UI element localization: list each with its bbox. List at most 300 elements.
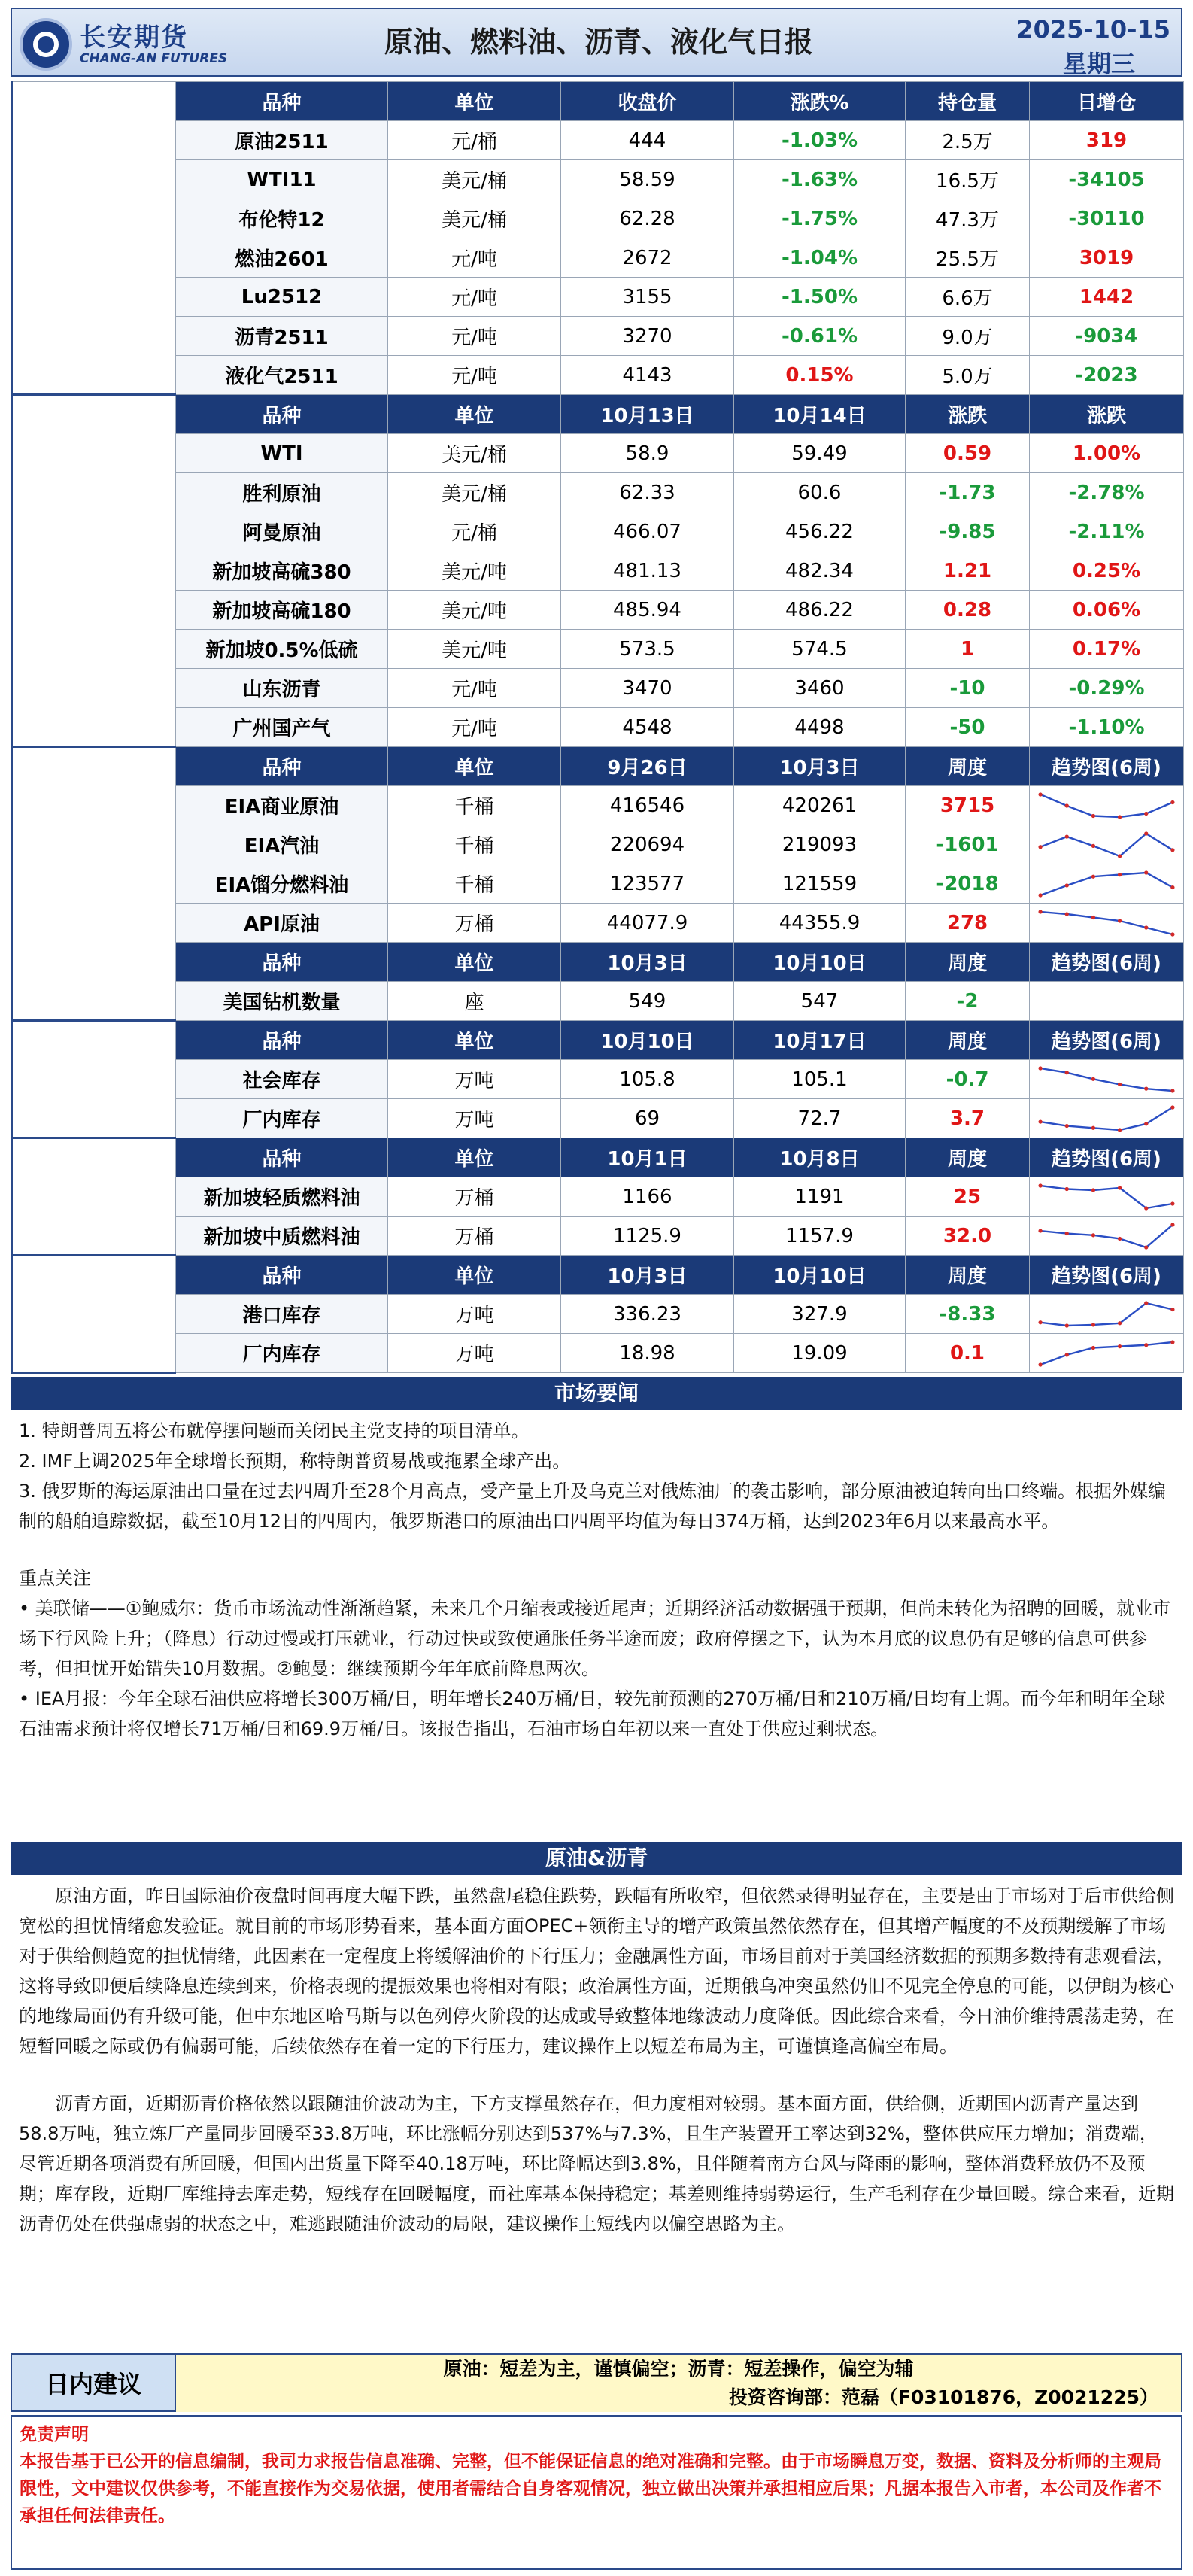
header-col-unit: 单位 bbox=[388, 1256, 561, 1295]
trend-point bbox=[1038, 910, 1042, 913]
table-header-row bbox=[12, 1256, 1184, 1295]
trend-line bbox=[1040, 1342, 1173, 1365]
header-col-variety: 品种 bbox=[176, 943, 388, 982]
trend-line bbox=[1040, 1303, 1173, 1326]
variety-name: 新加坡轻质燃料油 bbox=[176, 1177, 388, 1217]
trend-point bbox=[1170, 1201, 1174, 1205]
section-label: 期货每日信息 bbox=[12, 82, 176, 395]
trend-point bbox=[1170, 800, 1174, 803]
weekly-change: -2 bbox=[906, 982, 1030, 1021]
trend-point bbox=[1091, 1323, 1095, 1326]
trend-chart bbox=[1030, 825, 1184, 864]
trend-point bbox=[1144, 1086, 1148, 1090]
variety-name: 新加坡高硫380 bbox=[176, 551, 388, 591]
weekly-change: 32.0 bbox=[906, 1217, 1030, 1256]
trend-sparkline bbox=[1034, 1299, 1179, 1330]
value-week1: 1125.9 bbox=[561, 1217, 734, 1256]
focus-title: 重点关注 bbox=[19, 1568, 91, 1589]
trend-point bbox=[1170, 885, 1174, 889]
weekly-change: -2018 bbox=[906, 864, 1030, 904]
header-col-extra: 涨跌 bbox=[1030, 395, 1184, 434]
trend-point bbox=[1144, 811, 1148, 815]
trend-point bbox=[1065, 1071, 1069, 1074]
unit: 座 bbox=[388, 982, 561, 1021]
futures-row bbox=[12, 121, 1184, 160]
table-header-row bbox=[12, 747, 1184, 786]
unit: 元/吨 bbox=[388, 356, 561, 395]
change-pct: -1.75% bbox=[734, 199, 906, 238]
spot-row bbox=[12, 512, 1184, 551]
report-title: 原油、燃料油、沥青、液化气日报 bbox=[384, 26, 813, 59]
inventory-row bbox=[12, 1295, 1184, 1334]
company-logo bbox=[20, 15, 228, 72]
futures-row bbox=[12, 356, 1184, 395]
oi-change: 319 bbox=[1030, 121, 1184, 160]
disclaimer bbox=[11, 2415, 1182, 2570]
trend-sparkline bbox=[1034, 868, 1179, 900]
price-change-pct: 1.00% bbox=[1030, 434, 1184, 473]
variety-name: 液化气2511 bbox=[176, 356, 388, 395]
advice-recommendation: 原油：短差为主，谨慎偏空；沥青：短差操作，偏空为辅 bbox=[176, 2355, 1181, 2383]
news-banner: 市场要闻 bbox=[11, 1377, 1182, 1410]
trend-point bbox=[1065, 803, 1069, 807]
trend-sparkline bbox=[1034, 907, 1179, 939]
price-day1: 58.9 bbox=[561, 434, 734, 473]
trend-point bbox=[1038, 1320, 1042, 1324]
unit: 美元/吨 bbox=[388, 551, 561, 591]
value-week1: 336.23 bbox=[561, 1295, 734, 1334]
price-day2: 60.6 bbox=[734, 473, 906, 512]
close-price: 2672 bbox=[561, 238, 734, 278]
trend-point bbox=[1170, 932, 1174, 936]
header-col-extra: 趋势图(6周) bbox=[1030, 943, 1184, 982]
inventory-row bbox=[12, 864, 1184, 904]
header-col-extra: 趋势图(6周) bbox=[1030, 1256, 1184, 1295]
trend-point bbox=[1038, 1229, 1042, 1232]
trend-chart bbox=[1030, 1177, 1184, 1217]
news-item: 3. 俄罗斯的海运原油出口量在过去四周升至28个月高点，受产量上升及乌克兰对俄炼油厂的袭击影响，部分原油被迫转向出口终端。根据外媒编制的船舶追踪数据，截至10月12日的四周内，俄罗斯港口的原油出口四周平均值为每日374万桶，达到2023年6月以来最高水平。 bbox=[19, 1481, 1167, 1532]
price-day1: 3470 bbox=[561, 669, 734, 708]
trend-line bbox=[1040, 1068, 1173, 1091]
variety-name: 厂内库存 bbox=[176, 1099, 388, 1138]
header-col-change: 涨跌 bbox=[906, 395, 1030, 434]
change-pct: -1.03% bbox=[734, 121, 906, 160]
price-day2: 482.34 bbox=[734, 551, 906, 591]
price-day1: 573.5 bbox=[561, 630, 734, 669]
inventory-row bbox=[12, 825, 1184, 864]
price-day2: 456.22 bbox=[734, 512, 906, 551]
unit: 元/桶 bbox=[388, 121, 561, 160]
unit: 千桶 bbox=[388, 864, 561, 904]
weekly-change: 3715 bbox=[906, 786, 1030, 825]
focus-item: • 美联储——①鲍威尔：货币市场流动性渐渐趋紧，未来几个月缩表或接近尾声；近期经济活动数据强于预期，但尚未转化为招聘的回暖，就业市场下行风险上升；（降息）行动过慢或打压就业，行动过快或致使通胀任务半途而废；政府停摆之下，认为本月底的议息仍有足够的信息可供参考，但担忧开始错失10月数据。②鲍曼：继续预期今年年底前降息两次。 bbox=[19, 1598, 1171, 1679]
variety-name: 厂内库存 bbox=[176, 1334, 388, 1373]
header-col-date2: 10月8日 bbox=[734, 1138, 906, 1177]
trend-point bbox=[1091, 1125, 1095, 1129]
price-day1: 62.33 bbox=[561, 473, 734, 512]
advice-analyst: 投资咨询部：范磊（F03101876，Z0021225） bbox=[176, 2383, 1181, 2412]
unit: 元/桶 bbox=[388, 512, 561, 551]
section-label: 原油库存 bbox=[12, 747, 176, 1021]
variety-name: 新加坡中质燃料油 bbox=[176, 1217, 388, 1256]
price-change-pct: -2.78% bbox=[1030, 473, 1184, 512]
trend-point bbox=[1118, 854, 1122, 858]
table-header-row bbox=[12, 395, 1184, 434]
header-col-date2: 10月3日 bbox=[734, 747, 906, 786]
trend-point bbox=[1091, 1077, 1095, 1080]
variety-name: WTI bbox=[176, 434, 388, 473]
header-col-date1: 10月13日 bbox=[561, 395, 734, 434]
change-pct: -1.63% bbox=[734, 160, 906, 199]
oi-change: -9034 bbox=[1030, 317, 1184, 356]
price-day1: 481.13 bbox=[561, 551, 734, 591]
oi-change: 1442 bbox=[1030, 278, 1184, 317]
trend-chart bbox=[1030, 786, 1184, 825]
close-price: 3270 bbox=[561, 317, 734, 356]
table-header-row bbox=[12, 1138, 1184, 1177]
futures-row bbox=[12, 278, 1184, 317]
close-price: 444 bbox=[561, 121, 734, 160]
close-price: 62.28 bbox=[561, 199, 734, 238]
variety-name: Lu2512 bbox=[176, 278, 388, 317]
report-weekday: 星期三 bbox=[1062, 50, 1135, 78]
trend-chart bbox=[1030, 904, 1184, 943]
trend-line bbox=[1040, 1107, 1173, 1130]
unit: 美元/桶 bbox=[388, 160, 561, 199]
trend-point bbox=[1118, 873, 1122, 876]
trend-point bbox=[1144, 870, 1148, 874]
close-price: 4143 bbox=[561, 356, 734, 395]
header-col-change: 周度 bbox=[906, 1256, 1030, 1295]
variety-name: 社会库存 bbox=[176, 1060, 388, 1099]
header-col-date1: 10月3日 bbox=[561, 1256, 734, 1295]
header-col-unit: 单位 bbox=[388, 943, 561, 982]
price-change-pct: -2.11% bbox=[1030, 512, 1184, 551]
header-col-date2: 10月17日 bbox=[734, 1021, 906, 1060]
variety-name: EIA汽油 bbox=[176, 825, 388, 864]
trend-line bbox=[1040, 794, 1173, 817]
table-header-row bbox=[12, 82, 1184, 121]
unit: 万吨 bbox=[388, 1099, 561, 1138]
trend-line bbox=[1040, 912, 1173, 934]
variety-name: 原油2511 bbox=[176, 121, 388, 160]
unit: 美元/桶 bbox=[388, 434, 561, 473]
oi-change: -34105 bbox=[1030, 160, 1184, 199]
header-col-date2: 涨跌% bbox=[734, 82, 906, 121]
price-change: -9.85 bbox=[906, 512, 1030, 551]
weekly-change: -8.33 bbox=[906, 1295, 1030, 1334]
advice-body bbox=[176, 2353, 1182, 2412]
futures-row bbox=[12, 160, 1184, 199]
spot-row bbox=[12, 434, 1184, 473]
trend-point bbox=[1091, 1188, 1095, 1192]
trend-point bbox=[1065, 1186, 1069, 1190]
unit: 万桶 bbox=[388, 1177, 561, 1217]
trend-sparkline bbox=[1034, 1064, 1179, 1095]
news-item: 1. 特朗普周五将公布就停摆问题而关闭民主党支持的项目清单。 bbox=[19, 1420, 530, 1441]
header-col-date1: 10月3日 bbox=[561, 943, 734, 982]
header-col-extra: 趋势图(6周) bbox=[1030, 1138, 1184, 1177]
price-day2: 486.22 bbox=[734, 591, 906, 630]
value-week1: 416546 bbox=[561, 786, 734, 825]
header-col-unit: 单位 bbox=[388, 395, 561, 434]
trend-point bbox=[1065, 1123, 1069, 1127]
unit: 万吨 bbox=[388, 1060, 561, 1099]
header-col-change: 周度 bbox=[906, 747, 1030, 786]
price-change-pct: 0.06% bbox=[1030, 591, 1184, 630]
oi-change: 3019 bbox=[1030, 238, 1184, 278]
variety-name: 山东沥青 bbox=[176, 669, 388, 708]
value-week2: 105.1 bbox=[734, 1060, 906, 1099]
trend-point bbox=[1144, 1122, 1148, 1125]
report-page bbox=[11, 0, 1182, 2576]
price-change: 0.59 bbox=[906, 434, 1030, 473]
header-col-date2: 10月10日 bbox=[734, 943, 906, 982]
value-week1: 69 bbox=[561, 1099, 734, 1138]
header-col-date1: 10月10日 bbox=[561, 1021, 734, 1060]
trend-point bbox=[1144, 1206, 1148, 1210]
trend-point bbox=[1118, 1344, 1122, 1348]
trend-chart bbox=[1030, 1060, 1184, 1099]
trend-point bbox=[1144, 831, 1148, 835]
section-label: 现货价格 bbox=[12, 395, 176, 747]
price-change-pct: 0.17% bbox=[1030, 630, 1184, 669]
trend-point bbox=[1144, 1245, 1148, 1249]
trend-point bbox=[1118, 815, 1122, 819]
trend-empty bbox=[1030, 982, 1184, 1021]
variety-name: API原油 bbox=[176, 904, 388, 943]
header-col-date1: 收盘价 bbox=[561, 82, 734, 121]
open-interest: 9.0万 bbox=[906, 317, 1030, 356]
trend-point bbox=[1091, 1345, 1095, 1349]
trend-line bbox=[1040, 1186, 1173, 1208]
value-week2: 1191 bbox=[734, 1177, 906, 1217]
variety-name: 阿曼原油 bbox=[176, 512, 388, 551]
trend-point bbox=[1065, 1353, 1069, 1356]
trend-point bbox=[1065, 1231, 1069, 1235]
price-change: -10 bbox=[906, 669, 1030, 708]
logo-text-cn: 长安期货 bbox=[80, 23, 188, 53]
trend-point bbox=[1065, 834, 1069, 838]
value-week2: 1157.9 bbox=[734, 1217, 906, 1256]
focus-item: • IEA月报：今年全球石油供应将增长300万桶/日，明年增长240万桶/日，较先前预测的270万桶/日和210万桶/日均有上调。而今年和明年全球石油需求预计将仅增长71万桶/日和69.9万桶/日。该报告指出，石油市场自年初以来一直处于供应过剩状态。 bbox=[19, 1688, 1166, 1739]
unit: 美元/桶 bbox=[388, 199, 561, 238]
inventory-row bbox=[12, 1060, 1184, 1099]
price-change-pct: -0.29% bbox=[1030, 669, 1184, 708]
value-week1: 123577 bbox=[561, 864, 734, 904]
trend-point bbox=[1091, 813, 1095, 817]
trend-chart bbox=[1030, 1217, 1184, 1256]
disclaimer-title: 免责声明 bbox=[20, 2425, 89, 2444]
variety-name: 沥青2511 bbox=[176, 317, 388, 356]
header-col-variety: 品种 bbox=[176, 1138, 388, 1177]
price-day1: 4548 bbox=[561, 708, 734, 747]
weekly-change: 278 bbox=[906, 904, 1030, 943]
price-change: 1.21 bbox=[906, 551, 1030, 591]
header-col-date2: 10月14日 bbox=[734, 395, 906, 434]
futures-row bbox=[12, 238, 1184, 278]
trend-chart bbox=[1030, 1295, 1184, 1334]
weekly-change: -0.7 bbox=[906, 1060, 1030, 1099]
price-change-pct: -1.10% bbox=[1030, 708, 1184, 747]
open-interest: 6.6万 bbox=[906, 278, 1030, 317]
value-week2: 72.7 bbox=[734, 1099, 906, 1138]
unit: 元/吨 bbox=[388, 238, 561, 278]
spot-row bbox=[12, 473, 1184, 512]
trend-point bbox=[1038, 1183, 1042, 1187]
variety-name: 港口库存 bbox=[176, 1295, 388, 1334]
trend-chart bbox=[1030, 1334, 1184, 1373]
trend-point bbox=[1038, 893, 1042, 897]
trend-point bbox=[1038, 1066, 1042, 1070]
trend-sparkline bbox=[1034, 829, 1179, 861]
header-col-variety: 品种 bbox=[176, 1021, 388, 1060]
spot-row bbox=[12, 708, 1184, 747]
variety-name: WTI11 bbox=[176, 160, 388, 199]
trend-point bbox=[1065, 883, 1069, 887]
variety-name: 胜利原油 bbox=[176, 473, 388, 512]
section-label: 燃料油库存 bbox=[12, 1138, 176, 1256]
inventory-row bbox=[12, 1177, 1184, 1217]
value-week1: 18.98 bbox=[561, 1334, 734, 1373]
header-col-date2: 10月10日 bbox=[734, 1256, 906, 1295]
unit: 美元/桶 bbox=[388, 473, 561, 512]
unit: 元/吨 bbox=[388, 278, 561, 317]
trend-sparkline bbox=[1034, 1338, 1179, 1369]
header-col-unit: 单位 bbox=[388, 1138, 561, 1177]
close-price: 3155 bbox=[561, 278, 734, 317]
close-price: 58.59 bbox=[561, 160, 734, 199]
weekly-change: 0.1 bbox=[906, 1334, 1030, 1373]
header-col-extra: 趋势图(6周) bbox=[1030, 1021, 1184, 1060]
variety-name: 新加坡0.5%低硫 bbox=[176, 630, 388, 669]
inventory-row bbox=[12, 982, 1184, 1021]
variety-name: 美国钻机数量 bbox=[176, 982, 388, 1021]
report-date: 2025-10-15 bbox=[1016, 15, 1170, 44]
unit: 万吨 bbox=[388, 1334, 561, 1373]
trend-line bbox=[1040, 834, 1173, 856]
inventory-row bbox=[12, 1334, 1184, 1373]
price-day2: 4498 bbox=[734, 708, 906, 747]
analysis-banner: 原油&沥青 bbox=[11, 1842, 1182, 1875]
intraday-advice bbox=[11, 2353, 1182, 2412]
variety-name: 布伦特12 bbox=[176, 199, 388, 238]
change-pct: 0.15% bbox=[734, 356, 906, 395]
open-interest: 16.5万 bbox=[906, 160, 1030, 199]
unit: 美元/吨 bbox=[388, 591, 561, 630]
variety-name: 广州国产气 bbox=[176, 708, 388, 747]
variety-name: EIA馏分燃料油 bbox=[176, 864, 388, 904]
spot-row bbox=[12, 669, 1184, 708]
market-data-table bbox=[11, 81, 1184, 1374]
price-change: -1.73 bbox=[906, 473, 1030, 512]
value-week1: 44077.9 bbox=[561, 904, 734, 943]
variety-name: EIA商业原油 bbox=[176, 786, 388, 825]
value-week2: 420261 bbox=[734, 786, 906, 825]
trend-point bbox=[1144, 1301, 1148, 1305]
header-col-variety: 品种 bbox=[176, 82, 388, 121]
unit: 元/吨 bbox=[388, 669, 561, 708]
inventory-row bbox=[12, 786, 1184, 825]
value-week2: 19.09 bbox=[734, 1334, 906, 1373]
inventory-row bbox=[12, 1217, 1184, 1256]
trend-point bbox=[1091, 843, 1095, 847]
trend-point bbox=[1038, 845, 1042, 849]
price-change: 0.28 bbox=[906, 591, 1030, 630]
oi-change: -2023 bbox=[1030, 356, 1184, 395]
unit: 千桶 bbox=[388, 825, 561, 864]
futures-row bbox=[12, 199, 1184, 238]
header-col-variety: 品种 bbox=[176, 395, 388, 434]
value-week2: 121559 bbox=[734, 864, 906, 904]
trend-point bbox=[1091, 915, 1095, 919]
header-col-date1: 10月1日 bbox=[561, 1138, 734, 1177]
price-day1: 466.07 bbox=[561, 512, 734, 551]
crude-analysis: 原油方面，昨日国际油价夜盘时间再度大幅下跌，虽然盘尾稳住跌势，跌幅有所收窄，但依然录得明显存在，主要是由于市场对于后市供给侧宽松的担忧情绪愈发验证。就目前的市场形势看来，基本面方面OPEC+领衔主导的增产政策虽然依然存在，但其增产幅度的不及预期缓解了市场对于供给侧趋宽的担忧情绪，此因素在一定程度上将缓解油价的下行压力；金融属性方面，市场目前对于美国经济数据的预期多数持有悲观看法，这将导致即便后续降息连续到来，价格表现的提振效果也将相对有限；政治属性方面，近期俄乌冲突虽然仍旧不见完全停息的可能，以伊朗为核心的地缘局面仍有升级可能，但中东地区哈马斯与以色列停火阶段的达成或导致整体地缘波动力度降低。因此综合来看，今日油价维持震荡走势，在短暂回暖之际或仍有偏弱可能，后续依然存在着一定的下行压力，建议操作上以短差布局为主，可谨慎逢高偏空布局。 bbox=[19, 1885, 1174, 2057]
trend-point bbox=[1170, 1089, 1174, 1092]
trend-point bbox=[1118, 1128, 1122, 1132]
price-change: -50 bbox=[906, 708, 1030, 747]
advice-label: 日内建议 bbox=[11, 2353, 176, 2412]
unit: 元/吨 bbox=[388, 317, 561, 356]
analysis-section bbox=[11, 1875, 1182, 2350]
weekly-change: 3.7 bbox=[906, 1099, 1030, 1138]
section-label: 液化气库存 bbox=[12, 1256, 176, 1373]
report-header bbox=[11, 8, 1182, 77]
value-week1: 549 bbox=[561, 982, 734, 1021]
trend-line bbox=[1040, 873, 1173, 895]
header-col-unit: 单位 bbox=[388, 747, 561, 786]
trend-point bbox=[1170, 1223, 1174, 1226]
trend-chart bbox=[1030, 1099, 1184, 1138]
value-week2: 44355.9 bbox=[734, 904, 906, 943]
trend-chart bbox=[1030, 864, 1184, 904]
header-col-date1: 9月26日 bbox=[561, 747, 734, 786]
open-interest: 5.0万 bbox=[906, 356, 1030, 395]
trend-point bbox=[1065, 912, 1069, 916]
trend-point bbox=[1038, 792, 1042, 796]
news-item: 2. IMF上调2025年全球增长预期，称特朗普贸易战或拖累全球产出。 bbox=[19, 1451, 571, 1472]
trend-sparkline bbox=[1034, 1220, 1179, 1252]
variety-name: 燃油2601 bbox=[176, 238, 388, 278]
value-week1: 1166 bbox=[561, 1177, 734, 1217]
price-change-pct: 0.25% bbox=[1030, 551, 1184, 591]
value-week1: 105.8 bbox=[561, 1060, 734, 1099]
weekly-change: -1601 bbox=[906, 825, 1030, 864]
trend-point bbox=[1118, 1186, 1122, 1189]
value-week2: 547 bbox=[734, 982, 906, 1021]
unit: 千桶 bbox=[388, 786, 561, 825]
price-day2: 574.5 bbox=[734, 630, 906, 669]
trend-point bbox=[1170, 848, 1174, 852]
header-col-extra: 日增仓 bbox=[1030, 82, 1184, 121]
table-header-row bbox=[12, 1021, 1184, 1060]
variety-name: 新加坡高硫180 bbox=[176, 591, 388, 630]
trend-point bbox=[1118, 1236, 1122, 1240]
trend-point bbox=[1065, 1323, 1069, 1327]
header-col-change: 周度 bbox=[906, 1021, 1030, 1060]
trend-point bbox=[1118, 1321, 1122, 1325]
header-col-variety: 品种 bbox=[176, 1256, 388, 1295]
spot-row bbox=[12, 630, 1184, 669]
table-header-row bbox=[12, 943, 1184, 982]
open-interest: 2.5万 bbox=[906, 121, 1030, 160]
trend-point bbox=[1144, 1343, 1148, 1347]
change-pct: -1.04% bbox=[734, 238, 906, 278]
change-pct: -0.61% bbox=[734, 317, 906, 356]
disclaimer-body: 本报告基于已公开的信息编制，我司力求报告信息准确、完整，但不能保证信息的绝对准确和完整。由于市场瞬息万变，数据、资料及分析师的主观局限性，文中建议仅供参考，不能直接作为交易依据，使用者需结合自身客观情况，独立做出决策并承担相应后果；凡据本报告入市者，本公司及作者不承担任何法律责任。 bbox=[20, 2452, 1161, 2526]
spot-row bbox=[12, 591, 1184, 630]
